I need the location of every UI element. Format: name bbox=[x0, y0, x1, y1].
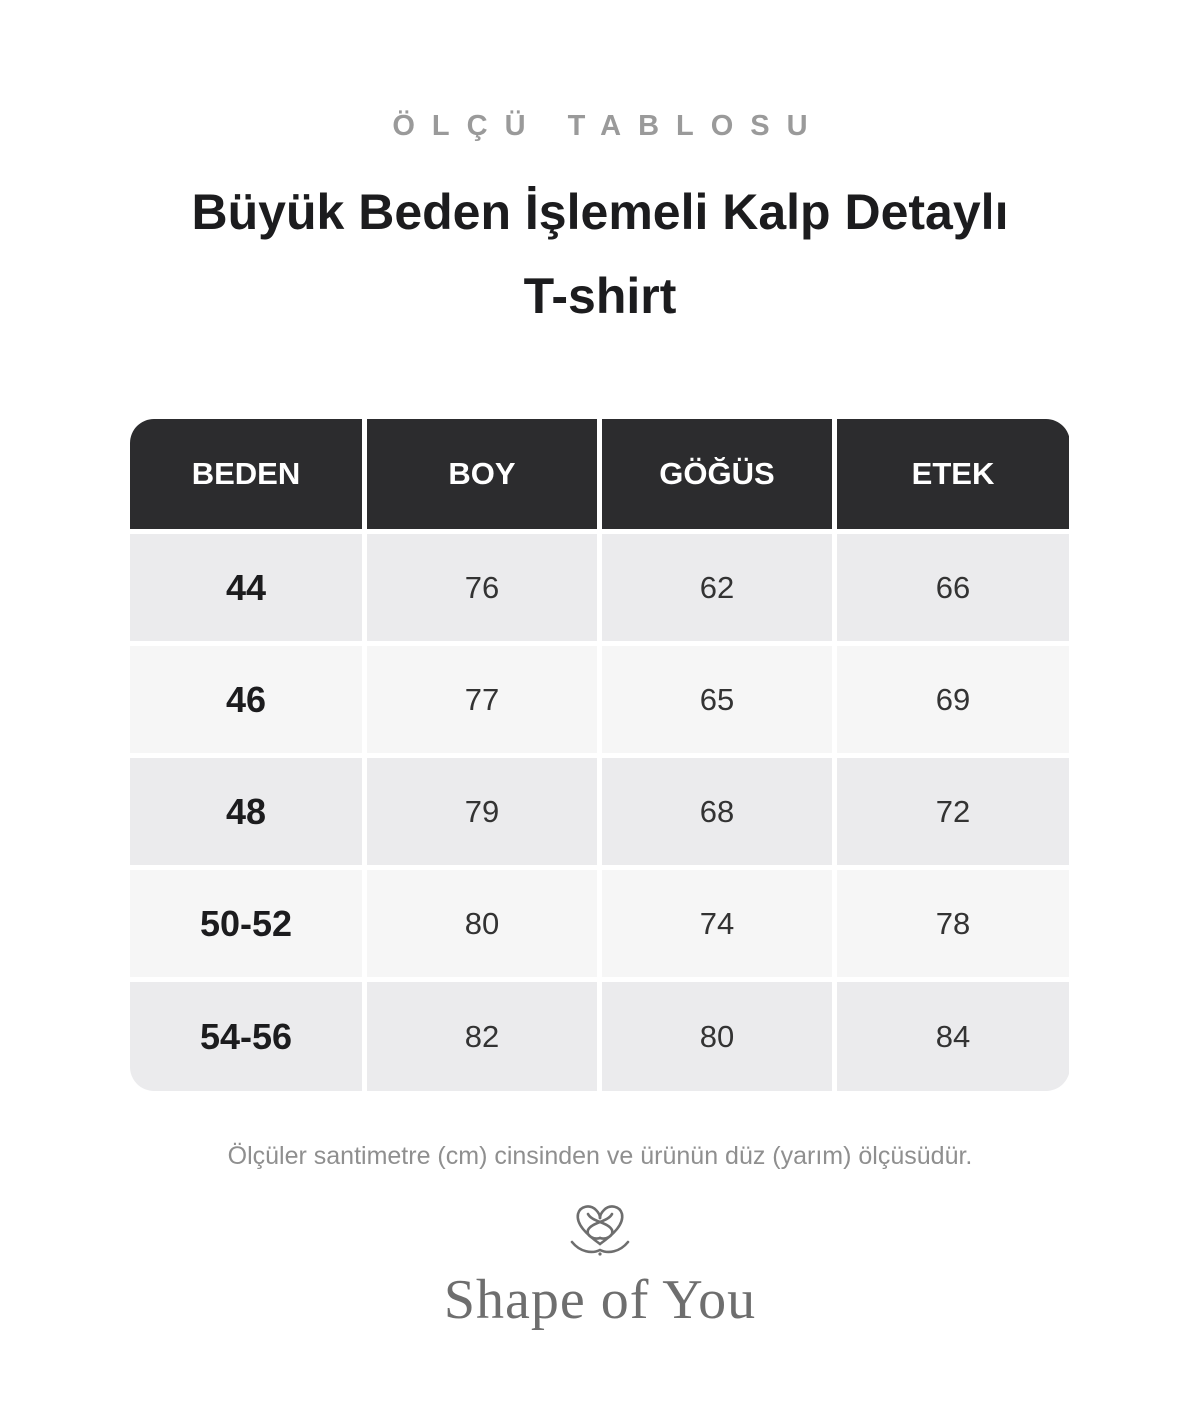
table-cell: 80 bbox=[602, 982, 832, 1091]
table-cell-size: 54-56 bbox=[130, 982, 362, 1091]
table-cell: 77 bbox=[367, 646, 597, 753]
header-cell-beden: BEDEN bbox=[130, 419, 362, 529]
header-cell-gogus: GÖĞÜS bbox=[602, 419, 832, 529]
table-cell-size: 46 bbox=[130, 646, 362, 753]
table-cell: 65 bbox=[602, 646, 832, 753]
table-cell: 62 bbox=[602, 534, 832, 641]
intertwined-hearts-icon bbox=[566, 1200, 634, 1260]
eyebrow-label: ÖLÇÜ TABLOSU bbox=[392, 110, 825, 142]
page-title bbox=[100, 170, 1100, 338]
title-line-1: Büyük Beden İşlemeli Kalp Detaylı bbox=[191, 184, 1009, 240]
table-cell: 79 bbox=[367, 758, 597, 865]
table-cell: 82 bbox=[367, 982, 597, 1091]
size-table bbox=[130, 419, 1070, 1091]
table-cell: 84 bbox=[837, 982, 1069, 1091]
table-cell: 76 bbox=[367, 534, 597, 641]
table-cell: 66 bbox=[837, 534, 1069, 641]
header-cell-etek: ETEK bbox=[837, 419, 1069, 529]
table-cell-size: 44 bbox=[130, 534, 362, 641]
header-cell-boy: BOY bbox=[367, 419, 597, 529]
table-cell-size: 50-52 bbox=[130, 870, 362, 977]
table-cell-size: 48 bbox=[130, 758, 362, 865]
table-cell: 78 bbox=[837, 870, 1069, 977]
table-cell: 68 bbox=[602, 758, 832, 865]
table-cell: 80 bbox=[367, 870, 597, 977]
title-line-2: T-shirt bbox=[523, 268, 677, 324]
measurement-note: Ölçüler santimetre (cm) cinsinden ve ürünün düz (yarım) ölçüsüdür. bbox=[227, 1142, 973, 1170]
table-cell: 69 bbox=[837, 646, 1069, 753]
brand-wordmark: Shape of You bbox=[443, 1269, 757, 1331]
table-cell: 72 bbox=[837, 758, 1069, 865]
table-cell: 74 bbox=[602, 870, 832, 977]
